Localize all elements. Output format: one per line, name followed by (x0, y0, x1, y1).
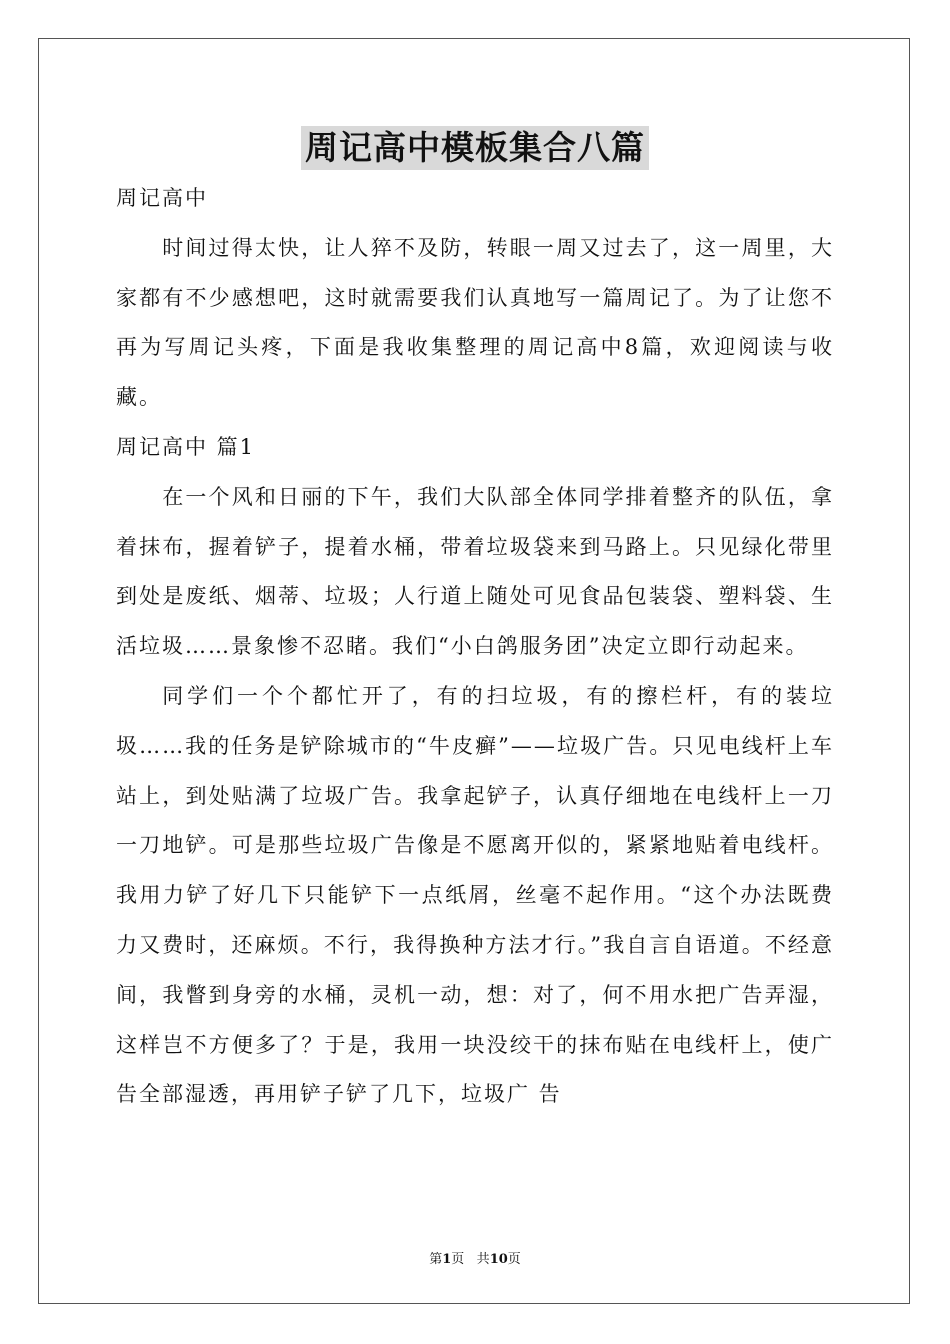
intro-paragraph: 时间过得太快，让人猝不及防，转眼一周又过去了，这一周里，大家都有不少感想吧，这时就需要我们认真地写一篇周记了。为了让您不再为写周记头疼，下面是我收集整理的周记高中8篇，欢迎阅读与收藏。 (116, 235, 834, 410)
page-prefix: 第 (429, 1252, 443, 1267)
page-unit: 页 (451, 1252, 465, 1267)
section-heading: 周记高中 篇1 (116, 434, 256, 459)
page-number: 1 (442, 1252, 452, 1267)
total-prefix: 共 (476, 1252, 490, 1267)
document-title: 周记高中模板集合八篇 (301, 126, 649, 170)
document-body (116, 174, 834, 1120)
total-unit: 页 (507, 1252, 521, 1267)
body-paragraph: 同学们一个个都忙开了，有的扫垃圾，有的擦栏杆，有的装垃圾……我的任务是铲除城市的“牛皮癣”——垃圾广告。只见电线杆上车站上，到处贴满了垃圾广告。我拿起铲子，认真仔细地在电线杆上一刀一刀地铲。可是那些垃圾广告像是不愿离开似的，紧紧地贴着电线杆。我用力铲了好几下只能铲下一点纸屑，丝毫不起作用。“这个办法既费力又费时，还麻烦。不行，我得换种方法才行。”我自言自语道。不经意间，我瞥到身旁的水桶，灵机一动，想：对了，何不用水把广告弄湿，这样岂不方便多了？于是，我用一块没绞干的抹布贴在电线杆上，使广告全部湿透，再用铲子铲了几下，垃圾广 告 (116, 683, 834, 1107)
page-footer (0, 1248, 950, 1267)
title-container (0, 126, 950, 170)
body-paragraph: 在一个风和日丽的下午，我们大队部全体同学排着整齐的队伍，拿着抹布，握着铲子，提着水桶，带着垃圾袋来到马路上。只见绿化带里到处是废纸、烟蒂、垃圾；人行道上随处可见食品包装袋、塑料袋、生活垃圾……景象惨不忍睹。我们“小白鸽服务团”决定立即行动起来。 (116, 484, 834, 659)
page-total: 10 (489, 1252, 508, 1267)
section-heading: 周记高中 (116, 186, 208, 210)
